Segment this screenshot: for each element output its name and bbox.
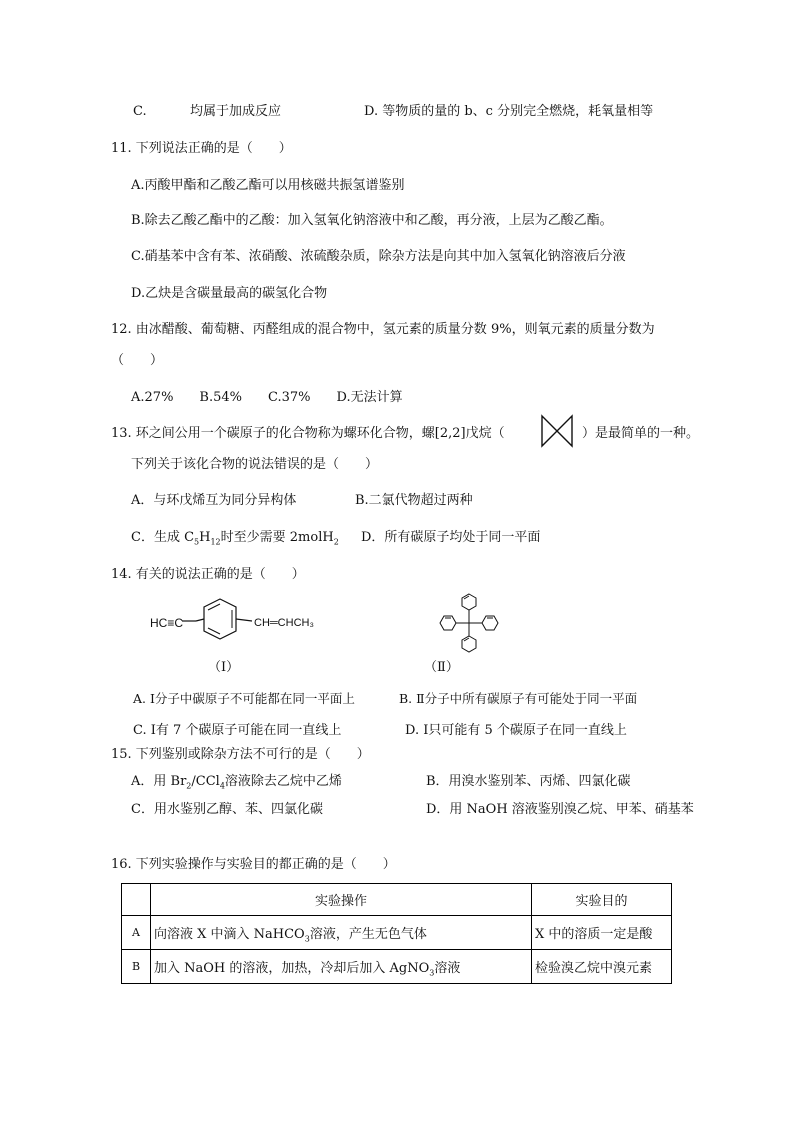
q12-stem: 12. 由冰醋酸、葡萄糖、丙醛组成的混合物中，氢元素的质量分数 9%，则氧元素的质量分数为: [111, 322, 655, 337]
table-header-operation: 实验操作: [151, 884, 532, 916]
mol1-right-group: CH═CHCH₃: [254, 617, 314, 629]
q12-paren: （ ）: [111, 353, 164, 368]
spiropentane-structure: [540, 414, 574, 448]
mol1-label: （Ⅰ）: [208, 660, 240, 675]
q15-option-b: B．用溴水鉴别苯、丙烯、四氯化碳: [426, 774, 631, 789]
row-label: A: [122, 916, 151, 950]
q13-stem-part1: 13. 环之间公用一个碳原子的化合物称为螺环化合物，螺[2,2]戊烷（: [111, 426, 505, 441]
q13-option-a: A．与环戊烯互为同分异构体: [131, 493, 297, 508]
table-header-purpose: 实验目的: [532, 884, 672, 916]
q15-option-a: A．用 $Br_2/CCl_4$溶液除去乙烷中乙烯: [131, 774, 342, 791]
q11-stem: 11. 下列说法正确的是（ ）: [111, 141, 292, 156]
q15-option-c: C．用水鉴别乙醇、苯、四氯化碳: [131, 802, 323, 817]
q14-option-d: D. Ⅰ只可能有 5 个碳原子在同一直线上: [405, 723, 627, 738]
q12-options: A.27% B.54% C.37% D.无法计算: [131, 390, 403, 405]
row-operation: 向溶液 X 中滴入 NaHCO$_3$溶液，产生无色气体: [151, 916, 532, 950]
q11-option-c: C.硝基苯中含有苯、浓硝酸、浓硫酸杂质，除杂方法是向其中加入氢氧化钠溶液后分液: [131, 249, 626, 264]
q14-option-b: B. Ⅱ分子中所有碳原子有可能处于同一平面: [399, 691, 638, 706]
q14-option-c: C. Ⅰ有 7 个碳原子可能在同一直线上: [133, 723, 342, 738]
q14-option-a: A. Ⅰ分子中碳原子不可能都在同一平面上: [133, 691, 355, 706]
q13-option-c: C．生成 $C_5H_{12}$时至少需要 2molH$_2$: [131, 530, 339, 547]
mol2-tetraphenylmethane-structure: [436, 590, 502, 656]
mol1-left-group: HC≡C: [150, 616, 183, 630]
q15-option-d: D．用 NaOH 溶液鉴别溴乙烷、甲苯、硝基苯: [426, 802, 694, 817]
mol1-benzene-ring: [182, 598, 254, 644]
mol2-label: （Ⅱ）: [424, 660, 459, 675]
q16-experiment-table: [121, 883, 672, 984]
q14-stem: 14. 有关的说法正确的是（ ）: [111, 567, 305, 582]
q13-stem2: 下列关于该化合物的说法错误的是（ ）: [131, 457, 379, 472]
q13-option-b: B.二氯代物超过两种: [355, 493, 473, 508]
q10-option-c-label: C.: [133, 104, 147, 119]
q15-stem: 15. 下列鉴别或除杂方法不可行的是（ ）: [111, 747, 370, 762]
q16-stem: 16. 下列实验操作与实验目的都正确的是（ ）: [111, 857, 396, 872]
q10-option-d: D. 等物质的量的 b、c 分别完全燃烧，耗氧量相等: [364, 104, 654, 119]
q11-option-a: A.丙酸甲酯和乙酸乙酯可以用核磁共振氢谱鉴别: [131, 178, 405, 193]
q10-option-c-text: 均属于加成反应: [190, 104, 282, 119]
q13-stem-part2: ）是最简单的一种。: [582, 426, 700, 441]
q11-option-d: D.乙炔是含碳量最高的碳氢化合物: [131, 286, 328, 301]
table-row: [122, 950, 672, 984]
table-header-blank: [122, 884, 151, 916]
row-operation: 加入 NaOH 的溶液，加热，冷却后加入 AgNO$_3$溶液: [151, 950, 532, 984]
row-purpose: X 中的溶质一定是酸: [532, 916, 672, 950]
table-row: [122, 916, 672, 950]
q13-option-d: D．所有碳原子均处于同一平面: [361, 530, 541, 545]
table-header-row: [122, 884, 672, 916]
q11-option-b: B.除去乙酸乙酯中的乙酸：加入氢氧化钠溶液中和乙酸，再分液，上层为乙酸乙酯。: [131, 213, 613, 228]
row-purpose: 检验溴乙烷中溴元素: [532, 950, 672, 984]
row-label: B: [122, 950, 151, 984]
